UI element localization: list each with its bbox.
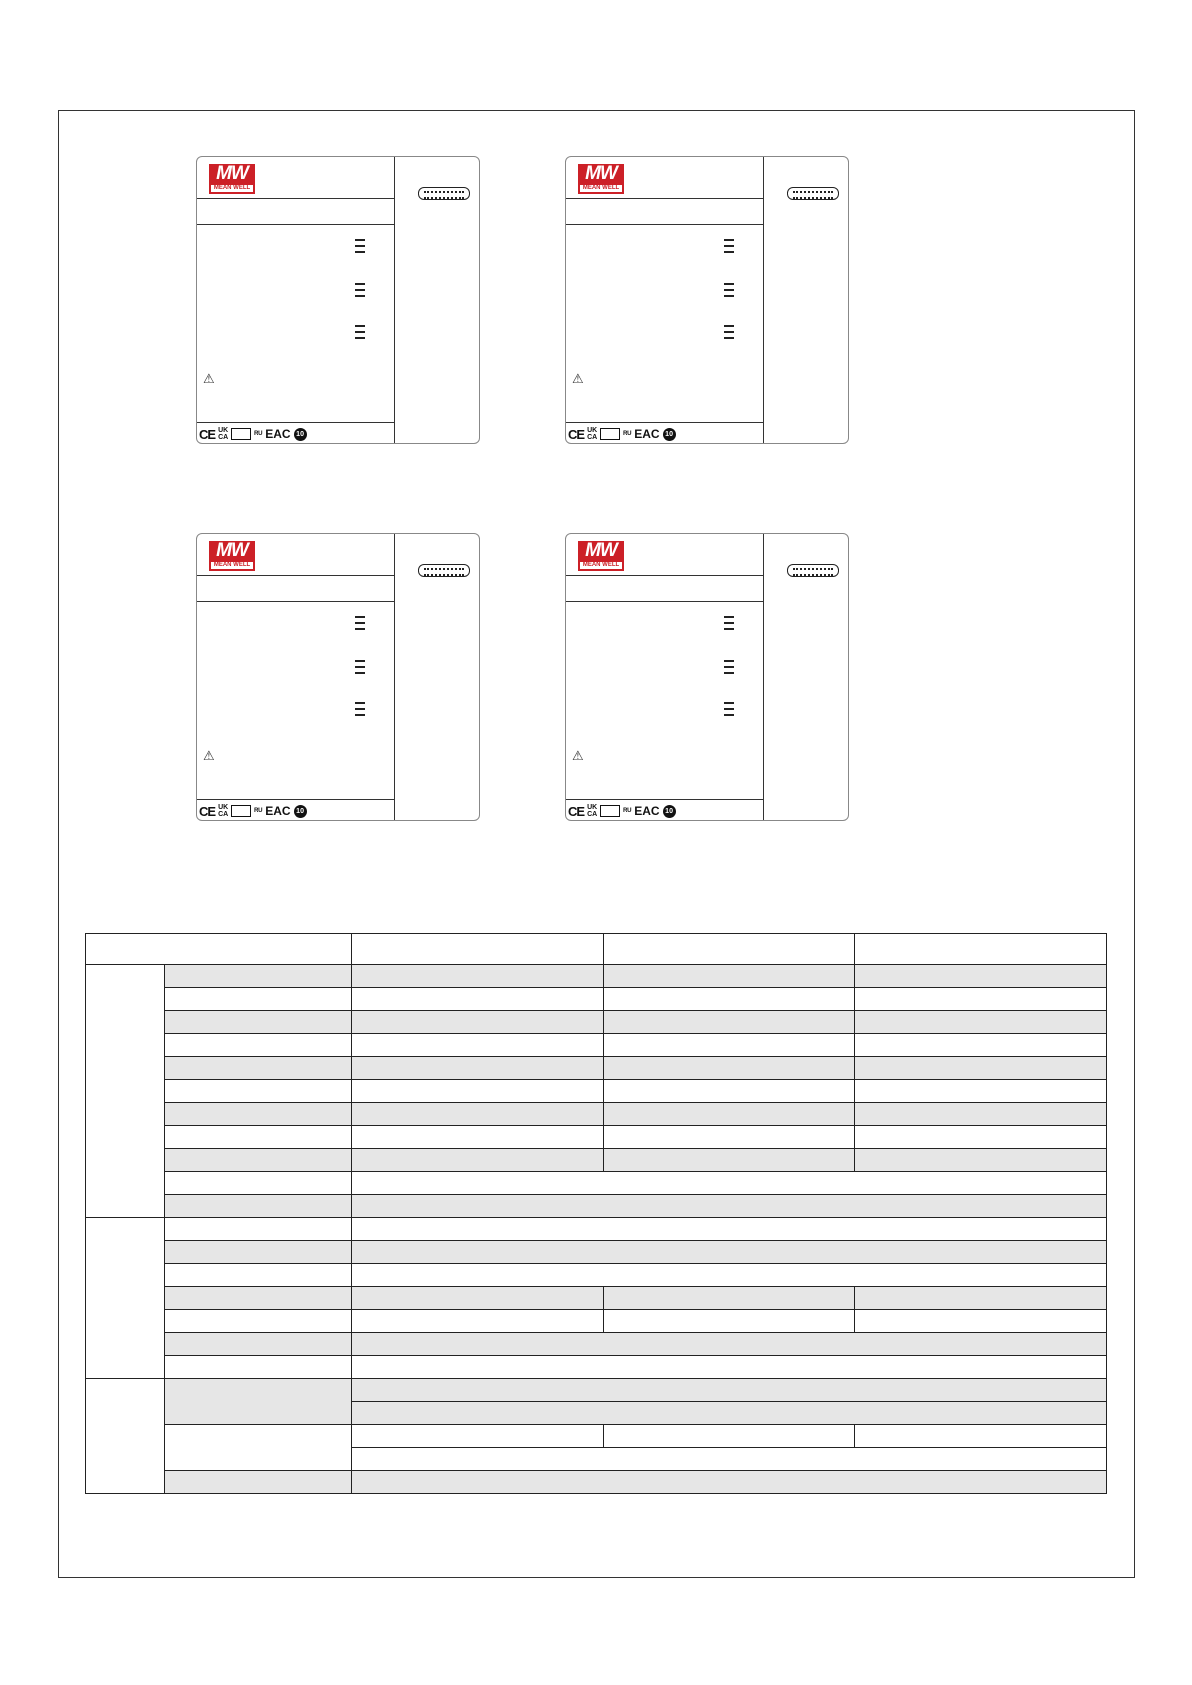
spec-marks — [355, 283, 365, 301]
divider — [197, 575, 394, 576]
spec-marks — [355, 660, 365, 678]
product-label — [196, 156, 480, 444]
divider — [566, 224, 763, 225]
table-cell — [86, 934, 352, 965]
ukca-mark-icon: UK CA — [218, 804, 229, 818]
ul-mark-icon: ᴿᵁ — [623, 429, 632, 439]
safety-mark-icon — [600, 805, 620, 817]
divider — [197, 799, 394, 800]
ce-mark-icon: CE — [199, 803, 216, 819]
product-label — [565, 533, 849, 821]
logo-brand: MEAN WELL — [211, 185, 253, 192]
logo-brand: MEAN WELL — [211, 562, 253, 569]
rohs-mark-icon: 10 — [663, 805, 676, 818]
eac-mark-icon: EAC — [265, 804, 291, 818]
table-row — [86, 1471, 1107, 1494]
table-row — [86, 1011, 1107, 1034]
logo-brand: MEAN WELL — [580, 185, 622, 192]
spec-marks — [355, 702, 365, 720]
label-side-panel — [394, 157, 479, 443]
table-row — [86, 1057, 1107, 1080]
certification-marks — [199, 802, 307, 820]
rohs-mark-icon: 10 — [294, 805, 307, 818]
table-row — [86, 1034, 1107, 1057]
warning-triangle-icon: ⚠ — [572, 371, 584, 386]
table-row — [86, 1379, 1107, 1402]
divider — [197, 422, 394, 423]
spec-marks — [724, 702, 734, 720]
table-cell — [855, 934, 1107, 965]
label-main-panel — [197, 157, 394, 443]
table-row — [86, 988, 1107, 1011]
eac-mark-icon: EAC — [634, 804, 660, 818]
certification-marks — [568, 425, 676, 443]
group-cell — [86, 1218, 165, 1379]
ce-mark-icon: CE — [568, 803, 585, 819]
table-row — [86, 1126, 1107, 1149]
meanwell-logo — [578, 541, 624, 571]
label-side-panel — [394, 534, 479, 820]
ukca-mark-icon: UK CA — [218, 427, 229, 441]
specification-table — [85, 933, 1107, 1494]
logo-mark: MW — [585, 163, 617, 184]
table-row — [86, 1333, 1107, 1356]
warning-triangle-icon: ⚠ — [203, 371, 215, 386]
table-row — [86, 1080, 1107, 1103]
rohs-mark-icon: 10 — [294, 428, 307, 441]
spec-marks — [724, 325, 734, 343]
label-main-panel — [566, 534, 763, 820]
d-sub-connector-icon — [418, 187, 470, 200]
spec-marks — [724, 239, 734, 257]
warning-triangle-icon: ⚠ — [203, 748, 215, 763]
product-label — [565, 156, 849, 444]
meanwell-logo — [209, 541, 255, 571]
label-side-panel — [763, 157, 848, 443]
spec-marks — [355, 239, 365, 257]
logo-mark: MW — [216, 540, 248, 561]
divider — [566, 601, 763, 602]
safety-mark-icon — [600, 428, 620, 440]
spec-marks — [724, 660, 734, 678]
table-row — [86, 1241, 1107, 1264]
table-header-row — [86, 934, 1107, 965]
d-sub-connector-icon — [418, 564, 470, 577]
d-sub-connector-icon — [787, 187, 839, 200]
ce-mark-icon: CE — [199, 426, 216, 442]
spec-marks — [724, 616, 734, 634]
table-row — [86, 1356, 1107, 1379]
table-row — [86, 1218, 1107, 1241]
ul-mark-icon: ᴿᵁ — [623, 806, 632, 816]
warning-triangle-icon: ⚠ — [572, 748, 584, 763]
table-row — [86, 1103, 1107, 1126]
table-row — [86, 1287, 1107, 1310]
certification-marks — [199, 425, 307, 443]
safety-mark-icon — [231, 805, 251, 817]
divider — [566, 575, 763, 576]
divider — [566, 198, 763, 199]
group-cell — [86, 965, 165, 1218]
table-cell — [352, 934, 604, 965]
table-row — [86, 1149, 1107, 1172]
rohs-mark-icon: 10 — [663, 428, 676, 441]
product-label — [196, 533, 480, 821]
table-row — [86, 1195, 1107, 1218]
spec-marks — [355, 616, 365, 634]
divider — [566, 799, 763, 800]
label-main-panel — [566, 157, 763, 443]
ul-mark-icon: ᴿᵁ — [254, 806, 263, 816]
eac-mark-icon: EAC — [634, 427, 660, 441]
divider — [197, 198, 394, 199]
divider — [197, 601, 394, 602]
logo-brand: MEAN WELL — [580, 562, 622, 569]
table-row — [86, 965, 1107, 988]
table-row — [86, 1172, 1107, 1195]
safety-mark-icon — [231, 428, 251, 440]
label-main-panel — [197, 534, 394, 820]
table-cell — [604, 934, 855, 965]
group-cell — [86, 1379, 165, 1494]
eac-mark-icon: EAC — [265, 427, 291, 441]
meanwell-logo — [578, 164, 624, 194]
logo-mark: MW — [585, 540, 617, 561]
spec-marks — [355, 325, 365, 343]
logo-mark: MW — [216, 163, 248, 184]
label-side-panel — [763, 534, 848, 820]
table-row — [86, 1264, 1107, 1287]
ce-mark-icon: CE — [568, 426, 585, 442]
ul-mark-icon: ᴿᵁ — [254, 429, 263, 439]
meanwell-logo — [209, 164, 255, 194]
table-row — [86, 1310, 1107, 1333]
table-row — [86, 1425, 1107, 1448]
divider — [566, 422, 763, 423]
spec-marks — [724, 283, 734, 301]
certification-marks — [568, 802, 676, 820]
d-sub-connector-icon — [787, 564, 839, 577]
ukca-mark-icon: UK CA — [587, 427, 598, 441]
ukca-mark-icon: UK CA — [587, 804, 598, 818]
divider — [197, 224, 394, 225]
